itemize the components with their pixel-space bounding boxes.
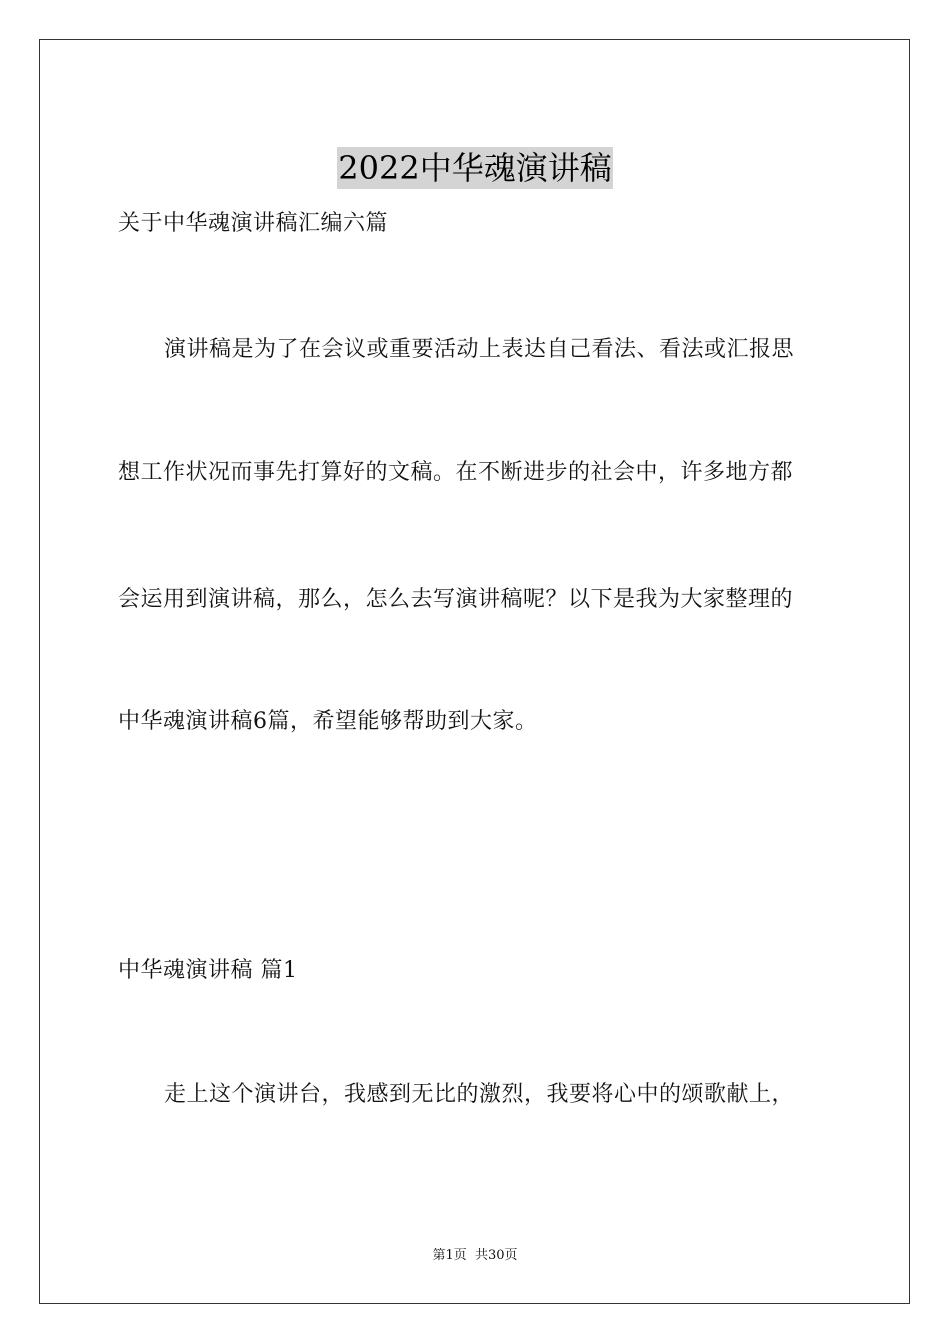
- document-subtitle: 关于中华魂演讲稿汇编六篇: [118, 211, 389, 236]
- intro-line: 想工作状况而事先打算好的文稿。在不断进步的社会中，许多地方都: [118, 460, 794, 485]
- page-footer: [0, 1247, 950, 1265]
- title-wrap: [0, 126, 950, 211]
- intro-line: 会运用到演讲稿，那么，怎么去写演讲稿呢？以下是我为大家整理的: [118, 587, 794, 612]
- section-line: 走上这个演讲台，我感到无比的激烈，我要将心中的颂歌献上，: [164, 1082, 795, 1107]
- intro-line: 演讲稿是为了在会议或重要活动上表达自己看法、看法或汇报思: [164, 337, 795, 362]
- section-heading: 中华魂演讲稿 篇1: [118, 958, 298, 983]
- document-title: 2022中华魂演讲稿: [338, 149, 612, 188]
- page-total: 共30页: [474, 1248, 518, 1263]
- page-current: 第1页: [432, 1248, 467, 1263]
- intro-line: 中华魂演讲稿6篇，希望能够帮助到大家。: [118, 709, 538, 734]
